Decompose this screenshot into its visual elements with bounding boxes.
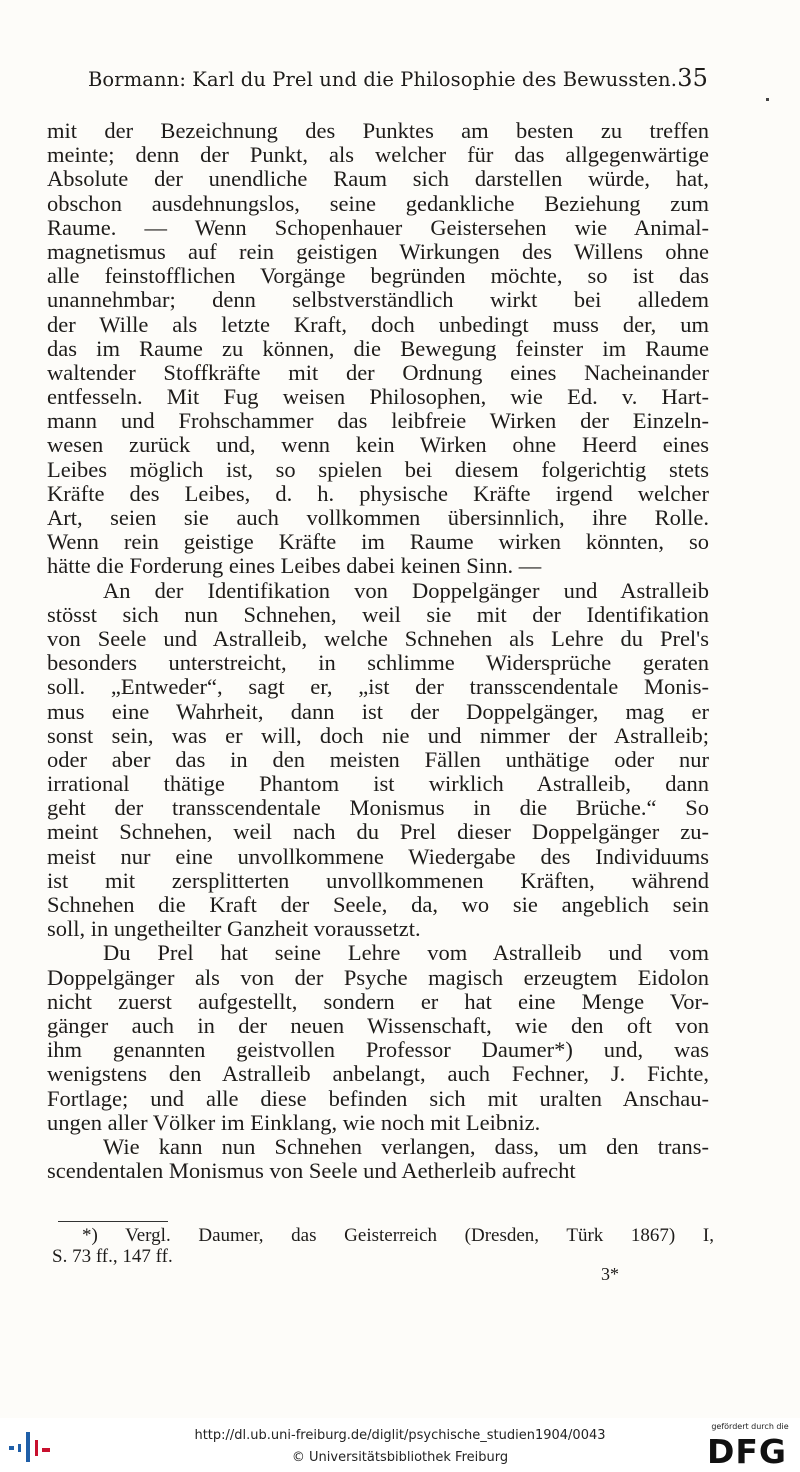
text-line: der Wille als letzte Kraft, doch unbedingt muss der, um — [47, 311, 709, 337]
text-line: Du Prel hat seine Lehre vom Astralleib und vom — [103, 940, 709, 966]
text-line: irrational thätige Phantom ist wirklich Astralleib, dann — [47, 771, 709, 797]
text-line: Absolute der unendliche Raum sich darstellen würde, hat, — [47, 166, 709, 192]
text-line: alle feinstofflichen Vorgänge begründen möchte, so ist das — [47, 263, 709, 289]
signature-mark: 3* — [601, 1264, 619, 1284]
body-text — [47, 119, 709, 1183]
text-line: soll, in ungetheilter Ganzheit voraussetzt. — [47, 916, 421, 942]
scan-speck — [766, 98, 769, 101]
text-line: mann und Frohschammer das leibfreie Wirken der Einzeln- — [47, 408, 709, 434]
text-line: meinte; denn der Punkt, als welcher für das allgegenwärtige — [47, 142, 709, 168]
page-number: 35 — [677, 64, 708, 92]
funder-caption: gefördert durch die — [711, 1422, 789, 1431]
footer-bar — [0, 1418, 800, 1472]
text-line: obschon ausdehnungslos, seine gedankliche Beziehung zum — [47, 190, 709, 216]
text-line: geht der transscendentale Monismus in die Brüche.“ So — [47, 795, 709, 821]
text-line: scendentalen Monismus von Seele und Aetherleib aufrecht — [47, 1158, 576, 1184]
text-line: oder aber das in den meisten Fällen unthätige oder nur — [47, 746, 709, 772]
text-line: soll. „Entweder“, sagt er, „ist der transscendentale Monis- — [47, 674, 709, 700]
text-line: hätte die Forderung eines Leibes dabei keinen Sinn. — — [47, 553, 542, 579]
text-line: Leibes möglich ist, so spielen bei diesem folgerichtig stets — [47, 456, 709, 482]
running-title: Bormann: Karl du Prel und die Philosophie des Bewussten. — [88, 68, 678, 91]
text-line: magnetismus auf rein geistigen Wirkungen des Willens ohne — [47, 238, 709, 264]
text-line: Doppelgänger als von der Psyche magisch erzeugtem Eidolon — [47, 964, 709, 990]
text-line: ist mit zersplitterten unvollkommenen Kräften, während — [47, 867, 709, 893]
text-line: entfesseln. Mit Fug weisen Philosophen, wie Ed. v. Hart- — [47, 384, 709, 410]
text-line: wenigstens den Astralleib anbelangt, auch Fechner, J. Fichte, — [47, 1061, 709, 1087]
text-line: wesen zurück und, wenn kein Wirken ohne Heerd eines — [47, 432, 709, 458]
text-line: Kräfte des Leibes, d. h. physische Kräfte irgend welcher — [47, 480, 709, 506]
text-line: Raume. — Wenn Schopenhauer Geistersehen wie Animal- — [47, 214, 709, 240]
text-line: besonders unterstreicht, in schlimme Widersprüche geraten — [47, 650, 709, 676]
text-line: meint Schnehen, weil nach du Prel dieser Doppelgänger zu- — [47, 819, 709, 845]
text-line: mit der Bezeichnung des Punktes am besten zu treffen — [47, 118, 709, 143]
text-line: ihm genannten geistvollen Professor Daumer*) und, was — [47, 1037, 709, 1063]
text-line: das im Raume zu können, die Bewegung feinster im Raume — [47, 335, 709, 361]
text-line: unannehmbar; denn selbstverständlich wirkt bei alledem — [47, 287, 709, 313]
text-line: meist nur eine unvollkommene Wiedergabe des Individuums — [47, 843, 709, 869]
text-line: waltender Stoffkräfte mit der Ordnung eines Nacheinander — [47, 359, 709, 385]
footnote-line: S. 73 ff., 147 ff. — [52, 1246, 173, 1267]
footer-url[interactable]: http://dl.ub.uni-freiburg.de/diglit/psychische_studien1904/0043 — [194, 1428, 606, 1443]
dfg-logo-icon — [703, 1422, 795, 1470]
text-line: stösst sich nun Schnehen, weil sie mit der Identifikation — [47, 601, 709, 627]
text-line: sonst sein, was er will, doch nie und nimmer der Astralleib; — [47, 722, 709, 748]
text-line: nicht zuerst aufgestellt, sondern er hat eine Menge Vor- — [47, 988, 709, 1014]
text-line: Wie kann nun Schnehen verlangen, dass, um den trans- — [103, 1133, 709, 1159]
footnote — [52, 1225, 714, 1267]
running-header — [88, 64, 708, 92]
text-line: Schnehen die Kraft der Seele, da, wo sie angeblich sein — [47, 892, 709, 917]
text-line: gänger auch in der neuen Wissenschaft, wie den oft von — [47, 1012, 709, 1038]
text-line: mus eine Wahrheit, dann ist der Doppelgänger, mag er — [47, 698, 709, 724]
footer-copyright: © Universitätsbibliothek Freiburg — [291, 1450, 509, 1465]
funder-wordmark: DFG — [707, 1432, 788, 1471]
text-line: Art, seien sie auch vollkommen übersinnlich, ihre Rolle. — [47, 505, 709, 530]
text-line: Fortlage; und alle diese befinden sich mit uralten Anschau- — [47, 1085, 709, 1111]
footnote-line: *) Vergl. Daumer, das Geisterreich (Dresden, Türk 1867) I, — [82, 1225, 714, 1246]
text-line: von Seele und Astralleib, welche Schnehen als Lehre du Prel's — [47, 625, 709, 651]
footnote-rule — [58, 1221, 168, 1222]
text-line: Wenn rein geistige Kräfte im Raume wirken könnten, so — [47, 529, 709, 555]
text-line: ungen aller Völker im Einklang, wie noch mit Leibniz. — [47, 1109, 541, 1135]
text-line: An der Identifikation von Doppelgänger und Astralleib — [103, 577, 709, 603]
